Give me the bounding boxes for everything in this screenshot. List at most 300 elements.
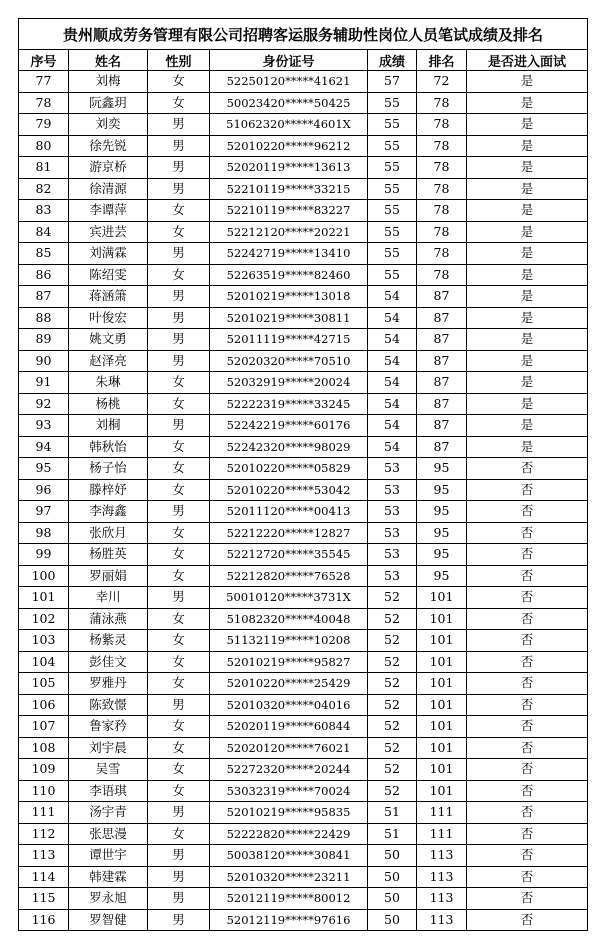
cell-rank: 101 <box>417 673 467 695</box>
cell-score: 55 <box>368 200 417 222</box>
cell-interview: 是 <box>467 436 588 458</box>
cell-id-number: 52010219*****95835 <box>210 802 368 824</box>
table-row <box>19 501 588 523</box>
cell-interview: 是 <box>467 71 588 93</box>
cell-name: 罗丽娟 <box>69 565 148 587</box>
cell-id-number: 52020119*****60844 <box>210 716 368 738</box>
cell-interview: 否 <box>467 716 588 738</box>
cell-id-number: 52020320*****70510 <box>210 350 368 372</box>
cell-gender: 男 <box>148 845 210 867</box>
cell-score: 54 <box>368 415 417 437</box>
cell-gender: 女 <box>148 479 210 501</box>
cell-id-number: 52012119*****80012 <box>210 888 368 910</box>
cell-name: 徐先锐 <box>69 135 148 157</box>
cell-interview: 否 <box>467 587 588 609</box>
cell-id-number: 50010120*****3731X <box>210 587 368 609</box>
cell-interview: 是 <box>467 415 588 437</box>
cell-name: 罗雅丹 <box>69 673 148 695</box>
cell-gender: 女 <box>148 565 210 587</box>
cell-interview: 是 <box>467 178 588 200</box>
cell-seq: 101 <box>19 587 69 609</box>
cell-score: 52 <box>368 780 417 802</box>
cell-rank: 113 <box>417 909 467 931</box>
table-row <box>19 157 588 179</box>
cell-name: 刘宇晨 <box>69 737 148 759</box>
cell-seq: 107 <box>19 716 69 738</box>
cell-seq: 109 <box>19 759 69 781</box>
cell-name: 刘梅 <box>69 71 148 93</box>
cell-gender: 女 <box>148 92 210 114</box>
cell-interview: 否 <box>467 651 588 673</box>
cell-name: 游京桥 <box>69 157 148 179</box>
page-title: 贵州顺成劳务管理有限公司招聘客运服务辅助性岗位人员笔试成绩及排名 <box>19 19 588 50</box>
cell-seq: 90 <box>19 350 69 372</box>
cell-seq: 98 <box>19 522 69 544</box>
cell-seq: 88 <box>19 307 69 329</box>
cell-name: 陈致憬 <box>69 694 148 716</box>
cell-id-number: 52010220*****96212 <box>210 135 368 157</box>
cell-score: 52 <box>368 608 417 630</box>
cell-gender: 女 <box>148 372 210 394</box>
cell-name: 朱琳 <box>69 372 148 394</box>
cell-id-number: 52010320*****04016 <box>210 694 368 716</box>
cell-id-number: 52010220*****25429 <box>210 673 368 695</box>
cell-gender: 女 <box>148 436 210 458</box>
cell-gender: 女 <box>148 630 210 652</box>
cell-name: 赵泽亮 <box>69 350 148 372</box>
cell-id-number: 52011119*****42715 <box>210 329 368 351</box>
table-row <box>19 716 588 738</box>
cell-score: 55 <box>368 221 417 243</box>
cell-id-number: 52012119*****97616 <box>210 909 368 931</box>
cell-interview: 否 <box>467 694 588 716</box>
cell-interview: 否 <box>467 630 588 652</box>
cell-rank: 87 <box>417 307 467 329</box>
cell-rank: 101 <box>417 587 467 609</box>
cell-interview: 否 <box>467 823 588 845</box>
cell-interview: 是 <box>467 243 588 265</box>
cell-rank: 87 <box>417 286 467 308</box>
cell-score: 50 <box>368 845 417 867</box>
cell-score: 50 <box>368 866 417 888</box>
cell-gender: 男 <box>148 587 210 609</box>
cell-id-number: 52010320*****23211 <box>210 866 368 888</box>
cell-id-number: 52242719*****13410 <box>210 243 368 265</box>
cell-name: 徐清源 <box>69 178 148 200</box>
cell-id-number: 51082320*****40048 <box>210 608 368 630</box>
cell-seq: 80 <box>19 135 69 157</box>
cell-interview: 否 <box>467 673 588 695</box>
cell-interview: 否 <box>467 565 588 587</box>
cell-rank: 78 <box>417 178 467 200</box>
cell-id-number: 50038120*****30841 <box>210 845 368 867</box>
cell-rank: 95 <box>417 501 467 523</box>
cell-id-number: 52010219*****13018 <box>210 286 368 308</box>
table-row <box>19 264 588 286</box>
cell-gender: 男 <box>148 135 210 157</box>
cell-seq: 102 <box>19 608 69 630</box>
table-body <box>19 71 588 931</box>
cell-name: 杨桃 <box>69 393 148 415</box>
column-header-seq: 序号 <box>19 50 69 71</box>
cell-name: 刘满霖 <box>69 243 148 265</box>
table-row <box>19 888 588 910</box>
cell-score: 57 <box>368 71 417 93</box>
cell-gender: 男 <box>148 114 210 136</box>
cell-seq: 105 <box>19 673 69 695</box>
cell-rank: 78 <box>417 135 467 157</box>
table-row <box>19 694 588 716</box>
table-row <box>19 673 588 695</box>
cell-name: 蒲泳燕 <box>69 608 148 630</box>
cell-rank: 87 <box>417 393 467 415</box>
column-header-name: 姓名 <box>69 50 148 71</box>
cell-id-number: 52212120*****20221 <box>210 221 368 243</box>
cell-id-number: 52010220*****05829 <box>210 458 368 480</box>
table-row <box>19 845 588 867</box>
cell-id-number: 52263519*****82460 <box>210 264 368 286</box>
cell-score: 53 <box>368 565 417 587</box>
cell-name: 鲁家矜 <box>69 716 148 738</box>
cell-interview: 否 <box>467 802 588 824</box>
cell-interview: 是 <box>467 135 588 157</box>
cell-gender: 男 <box>148 866 210 888</box>
cell-gender: 女 <box>148 544 210 566</box>
cell-seq: 78 <box>19 92 69 114</box>
table-row <box>19 178 588 200</box>
cell-id-number: 52212720*****35545 <box>210 544 368 566</box>
cell-rank: 101 <box>417 630 467 652</box>
cell-interview: 是 <box>467 393 588 415</box>
cell-seq: 84 <box>19 221 69 243</box>
cell-id-number: 52010219*****95827 <box>210 651 368 673</box>
cell-rank: 113 <box>417 845 467 867</box>
cell-seq: 100 <box>19 565 69 587</box>
cell-gender: 男 <box>148 243 210 265</box>
table-row <box>19 243 588 265</box>
cell-id-number: 52011120*****00413 <box>210 501 368 523</box>
column-header-gender: 性别 <box>148 50 210 71</box>
table-row <box>19 436 588 458</box>
results-sheet <box>18 18 587 931</box>
cell-name: 罗智健 <box>69 909 148 931</box>
cell-id-number: 50023420*****50425 <box>210 92 368 114</box>
cell-id-number: 51132119*****10208 <box>210 630 368 652</box>
cell-score: 55 <box>368 135 417 157</box>
cell-gender: 女 <box>148 651 210 673</box>
cell-gender: 女 <box>148 716 210 738</box>
cell-name: 张思漫 <box>69 823 148 845</box>
cell-name: 李语琪 <box>69 780 148 802</box>
cell-seq: 97 <box>19 501 69 523</box>
header-row <box>19 50 588 71</box>
cell-seq: 106 <box>19 694 69 716</box>
cell-rank: 78 <box>417 264 467 286</box>
cell-id-number: 52212220*****12827 <box>210 522 368 544</box>
cell-name: 刘奕 <box>69 114 148 136</box>
table-row <box>19 522 588 544</box>
results-table <box>18 18 588 931</box>
cell-score: 50 <box>368 909 417 931</box>
cell-seq: 116 <box>19 909 69 931</box>
cell-id-number: 52010220*****53042 <box>210 479 368 501</box>
table-row <box>19 544 588 566</box>
cell-gender: 女 <box>148 221 210 243</box>
cell-gender: 女 <box>148 458 210 480</box>
cell-rank: 87 <box>417 329 467 351</box>
cell-score: 55 <box>368 178 417 200</box>
cell-id-number: 52250120*****41621 <box>210 71 368 93</box>
cell-interview: 是 <box>467 157 588 179</box>
table-row <box>19 587 588 609</box>
cell-score: 53 <box>368 501 417 523</box>
cell-interview: 否 <box>467 544 588 566</box>
cell-interview: 否 <box>467 909 588 931</box>
cell-seq: 77 <box>19 71 69 93</box>
cell-name: 姚文勇 <box>69 329 148 351</box>
cell-gender: 女 <box>148 823 210 845</box>
cell-interview: 否 <box>467 501 588 523</box>
cell-interview: 否 <box>467 888 588 910</box>
cell-score: 51 <box>368 802 417 824</box>
cell-score: 52 <box>368 737 417 759</box>
table-row <box>19 759 588 781</box>
cell-score: 52 <box>368 694 417 716</box>
cell-rank: 111 <box>417 802 467 824</box>
cell-rank: 78 <box>417 200 467 222</box>
cell-interview: 是 <box>467 307 588 329</box>
cell-seq: 91 <box>19 372 69 394</box>
cell-gender: 男 <box>148 178 210 200</box>
table-row <box>19 307 588 329</box>
cell-interview: 是 <box>467 114 588 136</box>
cell-id-number: 52222820*****22429 <box>210 823 368 845</box>
table-row <box>19 372 588 394</box>
cell-seq: 113 <box>19 845 69 867</box>
cell-seq: 104 <box>19 651 69 673</box>
cell-score: 54 <box>368 307 417 329</box>
cell-interview: 否 <box>467 759 588 781</box>
cell-score: 55 <box>368 264 417 286</box>
cell-id-number: 52210119*****33215 <box>210 178 368 200</box>
cell-seq: 83 <box>19 200 69 222</box>
cell-score: 54 <box>368 329 417 351</box>
cell-score: 53 <box>368 479 417 501</box>
cell-name: 刘桐 <box>69 415 148 437</box>
cell-rank: 111 <box>417 823 467 845</box>
cell-seq: 114 <box>19 866 69 888</box>
table-row <box>19 608 588 630</box>
cell-interview: 否 <box>467 458 588 480</box>
cell-gender: 男 <box>148 329 210 351</box>
cell-id-number: 52020119*****13613 <box>210 157 368 179</box>
cell-gender: 女 <box>148 200 210 222</box>
cell-gender: 男 <box>148 501 210 523</box>
table-row <box>19 221 588 243</box>
cell-name: 陈绍雯 <box>69 264 148 286</box>
cell-gender: 男 <box>148 157 210 179</box>
cell-gender: 女 <box>148 393 210 415</box>
cell-score: 50 <box>368 888 417 910</box>
title-row <box>19 19 588 50</box>
cell-id-number: 52222319*****33245 <box>210 393 368 415</box>
cell-gender: 女 <box>148 673 210 695</box>
cell-name: 阮鑫玥 <box>69 92 148 114</box>
table-row <box>19 71 588 93</box>
cell-rank: 87 <box>417 415 467 437</box>
cell-rank: 95 <box>417 544 467 566</box>
cell-seq: 108 <box>19 737 69 759</box>
cell-interview: 否 <box>467 780 588 802</box>
cell-score: 54 <box>368 436 417 458</box>
cell-name: 彭佳文 <box>69 651 148 673</box>
cell-score: 52 <box>368 716 417 738</box>
cell-gender: 男 <box>148 802 210 824</box>
cell-id-number: 52242320*****98029 <box>210 436 368 458</box>
cell-id-number: 52210119*****83227 <box>210 200 368 222</box>
cell-interview: 是 <box>467 92 588 114</box>
table-row <box>19 737 588 759</box>
table-row <box>19 329 588 351</box>
cell-gender: 女 <box>148 522 210 544</box>
cell-seq: 115 <box>19 888 69 910</box>
cell-rank: 87 <box>417 372 467 394</box>
cell-seq: 86 <box>19 264 69 286</box>
cell-seq: 96 <box>19 479 69 501</box>
cell-rank: 113 <box>417 888 467 910</box>
cell-score: 53 <box>368 458 417 480</box>
cell-gender: 男 <box>148 694 210 716</box>
cell-name: 滕梓妤 <box>69 479 148 501</box>
cell-interview: 否 <box>467 737 588 759</box>
cell-name: 吴雪 <box>69 759 148 781</box>
table-row <box>19 286 588 308</box>
cell-interview: 是 <box>467 372 588 394</box>
cell-name: 谭世宇 <box>69 845 148 867</box>
cell-seq: 110 <box>19 780 69 802</box>
cell-score: 52 <box>368 759 417 781</box>
cell-id-number: 53032319*****70024 <box>210 780 368 802</box>
cell-score: 55 <box>368 92 417 114</box>
cell-rank: 72 <box>417 71 467 93</box>
table-row <box>19 135 588 157</box>
column-header-interview: 是否进入面试 <box>467 50 588 71</box>
cell-seq: 95 <box>19 458 69 480</box>
table-row <box>19 823 588 845</box>
cell-seq: 112 <box>19 823 69 845</box>
cell-interview: 是 <box>467 286 588 308</box>
cell-interview: 是 <box>467 264 588 286</box>
cell-name: 蒋涵箫 <box>69 286 148 308</box>
cell-name: 幸川 <box>69 587 148 609</box>
cell-seq: 82 <box>19 178 69 200</box>
cell-id-number: 51062320*****4601X <box>210 114 368 136</box>
cell-interview: 是 <box>467 221 588 243</box>
cell-name: 韩秋怡 <box>69 436 148 458</box>
cell-gender: 男 <box>148 307 210 329</box>
cell-id-number: 52010219*****30811 <box>210 307 368 329</box>
cell-gender: 男 <box>148 286 210 308</box>
cell-rank: 101 <box>417 780 467 802</box>
cell-gender: 男 <box>148 350 210 372</box>
cell-seq: 79 <box>19 114 69 136</box>
cell-name: 韩建霖 <box>69 866 148 888</box>
cell-seq: 94 <box>19 436 69 458</box>
cell-rank: 101 <box>417 716 467 738</box>
cell-seq: 103 <box>19 630 69 652</box>
cell-score: 53 <box>368 544 417 566</box>
column-header-rank: 排名 <box>417 50 467 71</box>
table-row <box>19 393 588 415</box>
table-row <box>19 92 588 114</box>
table-row <box>19 200 588 222</box>
cell-rank: 78 <box>417 243 467 265</box>
cell-score: 55 <box>368 157 417 179</box>
cell-seq: 93 <box>19 415 69 437</box>
table-row <box>19 114 588 136</box>
cell-interview: 否 <box>467 522 588 544</box>
cell-rank: 95 <box>417 522 467 544</box>
cell-score: 51 <box>368 823 417 845</box>
cell-rank: 101 <box>417 737 467 759</box>
cell-seq: 92 <box>19 393 69 415</box>
cell-gender: 男 <box>148 415 210 437</box>
cell-seq: 85 <box>19 243 69 265</box>
cell-gender: 女 <box>148 71 210 93</box>
cell-name: 张欣月 <box>69 522 148 544</box>
cell-score: 52 <box>368 673 417 695</box>
cell-seq: 111 <box>19 802 69 824</box>
cell-id-number: 52272320*****20244 <box>210 759 368 781</box>
cell-rank: 78 <box>417 114 467 136</box>
cell-gender: 男 <box>148 888 210 910</box>
cell-rank: 95 <box>417 479 467 501</box>
cell-gender: 男 <box>148 909 210 931</box>
table-row <box>19 415 588 437</box>
cell-rank: 87 <box>417 350 467 372</box>
cell-interview: 是 <box>467 350 588 372</box>
cell-rank: 78 <box>417 221 467 243</box>
cell-name: 汤宇青 <box>69 802 148 824</box>
cell-score: 54 <box>368 372 417 394</box>
cell-name: 李海鑫 <box>69 501 148 523</box>
cell-name: 宾进芸 <box>69 221 148 243</box>
cell-interview: 是 <box>467 200 588 222</box>
cell-id-number: 52020120*****76021 <box>210 737 368 759</box>
cell-rank: 95 <box>417 565 467 587</box>
cell-name: 杨胜英 <box>69 544 148 566</box>
cell-interview: 否 <box>467 845 588 867</box>
cell-interview: 否 <box>467 608 588 630</box>
cell-id-number: 52212820*****76528 <box>210 565 368 587</box>
cell-id-number: 52032919*****20024 <box>210 372 368 394</box>
table-row <box>19 780 588 802</box>
cell-seq: 99 <box>19 544 69 566</box>
cell-name: 李谭萍 <box>69 200 148 222</box>
table-row <box>19 565 588 587</box>
cell-rank: 78 <box>417 92 467 114</box>
table-row <box>19 909 588 931</box>
table-row <box>19 350 588 372</box>
cell-name: 叶俊宏 <box>69 307 148 329</box>
table-row <box>19 802 588 824</box>
cell-gender: 女 <box>148 737 210 759</box>
cell-name: 杨子怡 <box>69 458 148 480</box>
cell-gender: 女 <box>148 759 210 781</box>
cell-name: 罗永旭 <box>69 888 148 910</box>
table-row <box>19 630 588 652</box>
cell-rank: 101 <box>417 759 467 781</box>
